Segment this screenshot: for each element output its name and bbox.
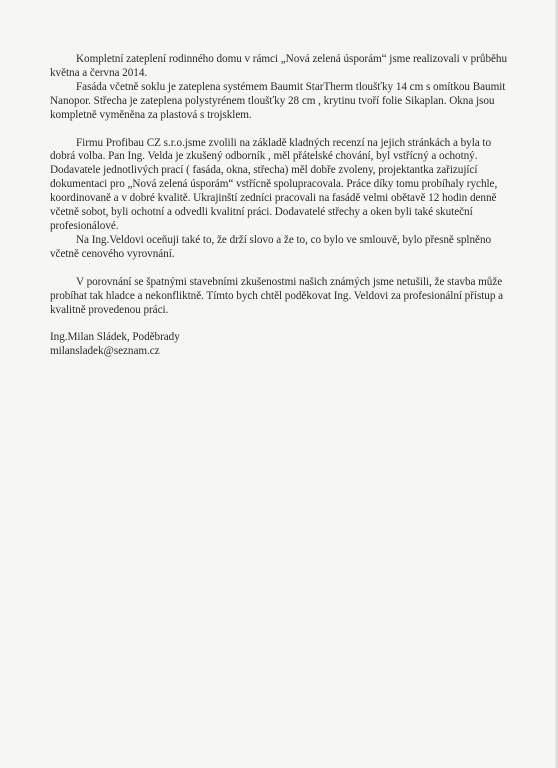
paragraph-insulation: Fasáda včetně soklu je zateplena systémem Baumit StarTherm tloušťky 14 cm s omítkou Baumit Nanopor. Střecha je zateplena polystyrénem tloušťky 28 cm , krytinu tvoří folie Sikaplan. Okna jsou kompletně vyměněna za plastová s trojsklem. [50,80,506,121]
paragraph-intro: Kompletní zateplení rodinného domu v rámci „Nová zelená úsporám“ jsme realizovali v průběhu května a června 2014. [50,53,507,79]
paragraph-gap [50,317,508,331]
paragraph-gap [50,123,508,137]
paragraph-appreciation: Na Ing.Veldovi oceňuji také to, že drží slovo a že to, co bylo ve smlouvě, bylo přesně splněno včetně cenového vyrovnání. [50,233,492,260]
paragraph-comparison: V porovnání se špatnými stavebními zkušenostmi našich známých jsme netušili, že stavba může probíhat tak hladce a nekonfliktně. Tímto bych chtěl poděkovat Ing. Veldovi za profesionální přístup a kvalitně provedenou práci. [50,275,504,316]
signature-email: milansladek@seznam.cz [50,345,160,358]
signature-name: Ing.Milan Sládek, Poděbrady [50,331,180,344]
paragraph-gap [50,262,508,276]
letter-body [50,53,508,359]
paragraph-contractor: Firmu Profibau CZ s.r.o.jsme zvolili na základě kladných recenzí na jejich stránkách a byla to dobrá volba. Pan Ing. Velda je zkušený odborník , měl přátelské chování, byl vstřícný a ochotný. Dodavatele jednotlivých prací ( fasáda, okna, střecha) měl dobře zvoleny, projektantka zařizující dokumentaci pro „Nová zelená úsporám“ vstřícně spolupracovala. Práce díky tomu probíhaly rychle, koordinovaně a v dobré kvalitě. Ukrajinští zedníci pracovali na fasádě velmi obětavě 12 hodin denně včetně sobot, byli ochotní a odvedli kvalitní práci. Dodavatelé střechy a oken byli také skuteční profesionálové. [50,136,498,232]
